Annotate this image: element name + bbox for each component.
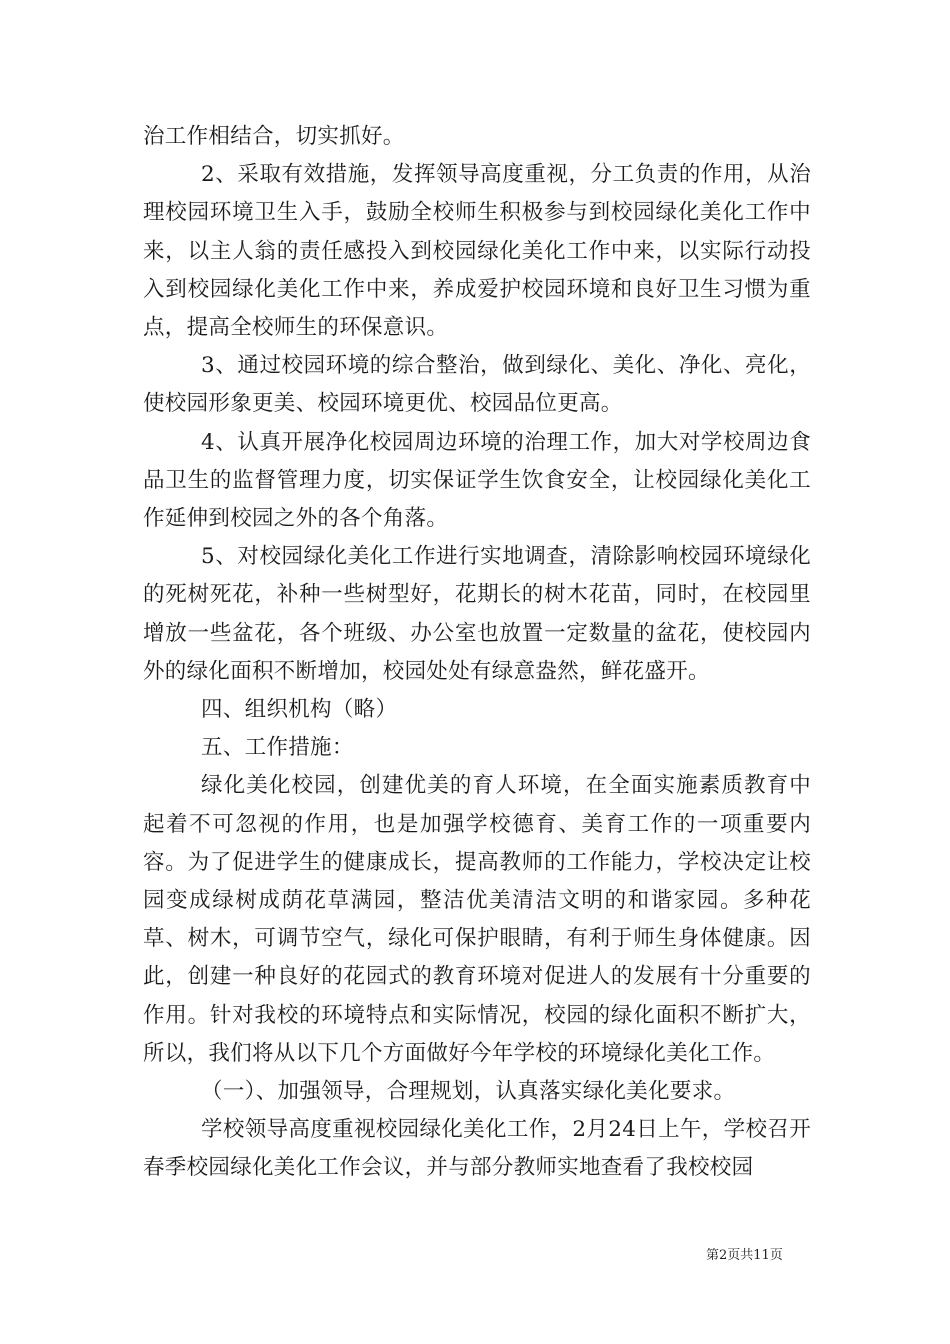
paragraph-item-5: 5、对校园绿化美化工作进行实地调查，清除影响校园环境绿化的死树死花，补种一些树型好，花期长的树木花苗，同时，在校园里增放一些盆花，各个班级、办公室也放置一定数量的盆花，使校园内外的绿化面积不断增加，校园处处有绿意盎然，鲜花盛开。: [143, 544, 811, 684]
paragraph-item-3: 3、通过校园环境的综合整治，做到绿化、美化、净化、亮化，使校园形象更美、校园环境更优、校园品位更高。: [143, 353, 811, 417]
document-body: [143, 118, 811, 1188]
paragraph-leadership: 学校领导高度重视校园绿化美化工作，2月24日上午，学校召开春季校园绿化美化工作会议，并与部分教师实地查看了我校校园: [143, 1117, 811, 1181]
section-heading-organization: 四、组织机构（略）: [201, 697, 398, 723]
paragraph-item-2: 2、采取有效措施，发挥领导高度重视，分工负责的作用，从治理校园环境卫生入手，鼓励全校师生积极参与到校园绿化美化工作中来，以主人翁的责任感投入到校园绿化美化工作中来，以实际行动投入到校园绿化美化工作中来，养成爱护校园环境和良好卫生习惯为重点，提高全校师生的环保意识。: [143, 162, 811, 341]
subsection-heading-leadership: （一）、加强领导，合理规划，认真落实绿化美化要求。: [201, 1079, 736, 1105]
section-heading-measures: 五、工作措施：: [201, 735, 354, 761]
paragraph-item-4: 4、认真开展净化校园周边环境的治理工作，加大对学校周边食品卫生的监督管理力度，切实保证学生饮食安全，让校园绿化美化工作延伸到校园之外的各个角落。: [143, 429, 811, 532]
paragraph-continuation: 治工作相结合，切实抓好。: [143, 124, 405, 149]
paragraph-measures-intro: 绿化美化校园，创建优美的育人环境，在全面实施素质教育中起着不可忽视的作用，也是加强学校德育、美育工作的一项重要内容。为了促进学生的健康成长，提高教师的工作能力，学校决定让校园变成绿树成荫花草满园，整洁优美清洁文明的和谐家园。多种花草、树木，可调节空气，绿化可保护眼睛，有利于师生身体健康。因此，创建一种良好的花园式的教育环境对促进人的发展有十分重要的作用。针对我校的环境特点和实际情况，校园的绿化面积不断扩大，所以，我们将从以下几个方面做好今年学校的环境绿化美化工作。: [143, 773, 811, 1066]
page-number-footer: 第2页共11页: [706, 1248, 783, 1263]
